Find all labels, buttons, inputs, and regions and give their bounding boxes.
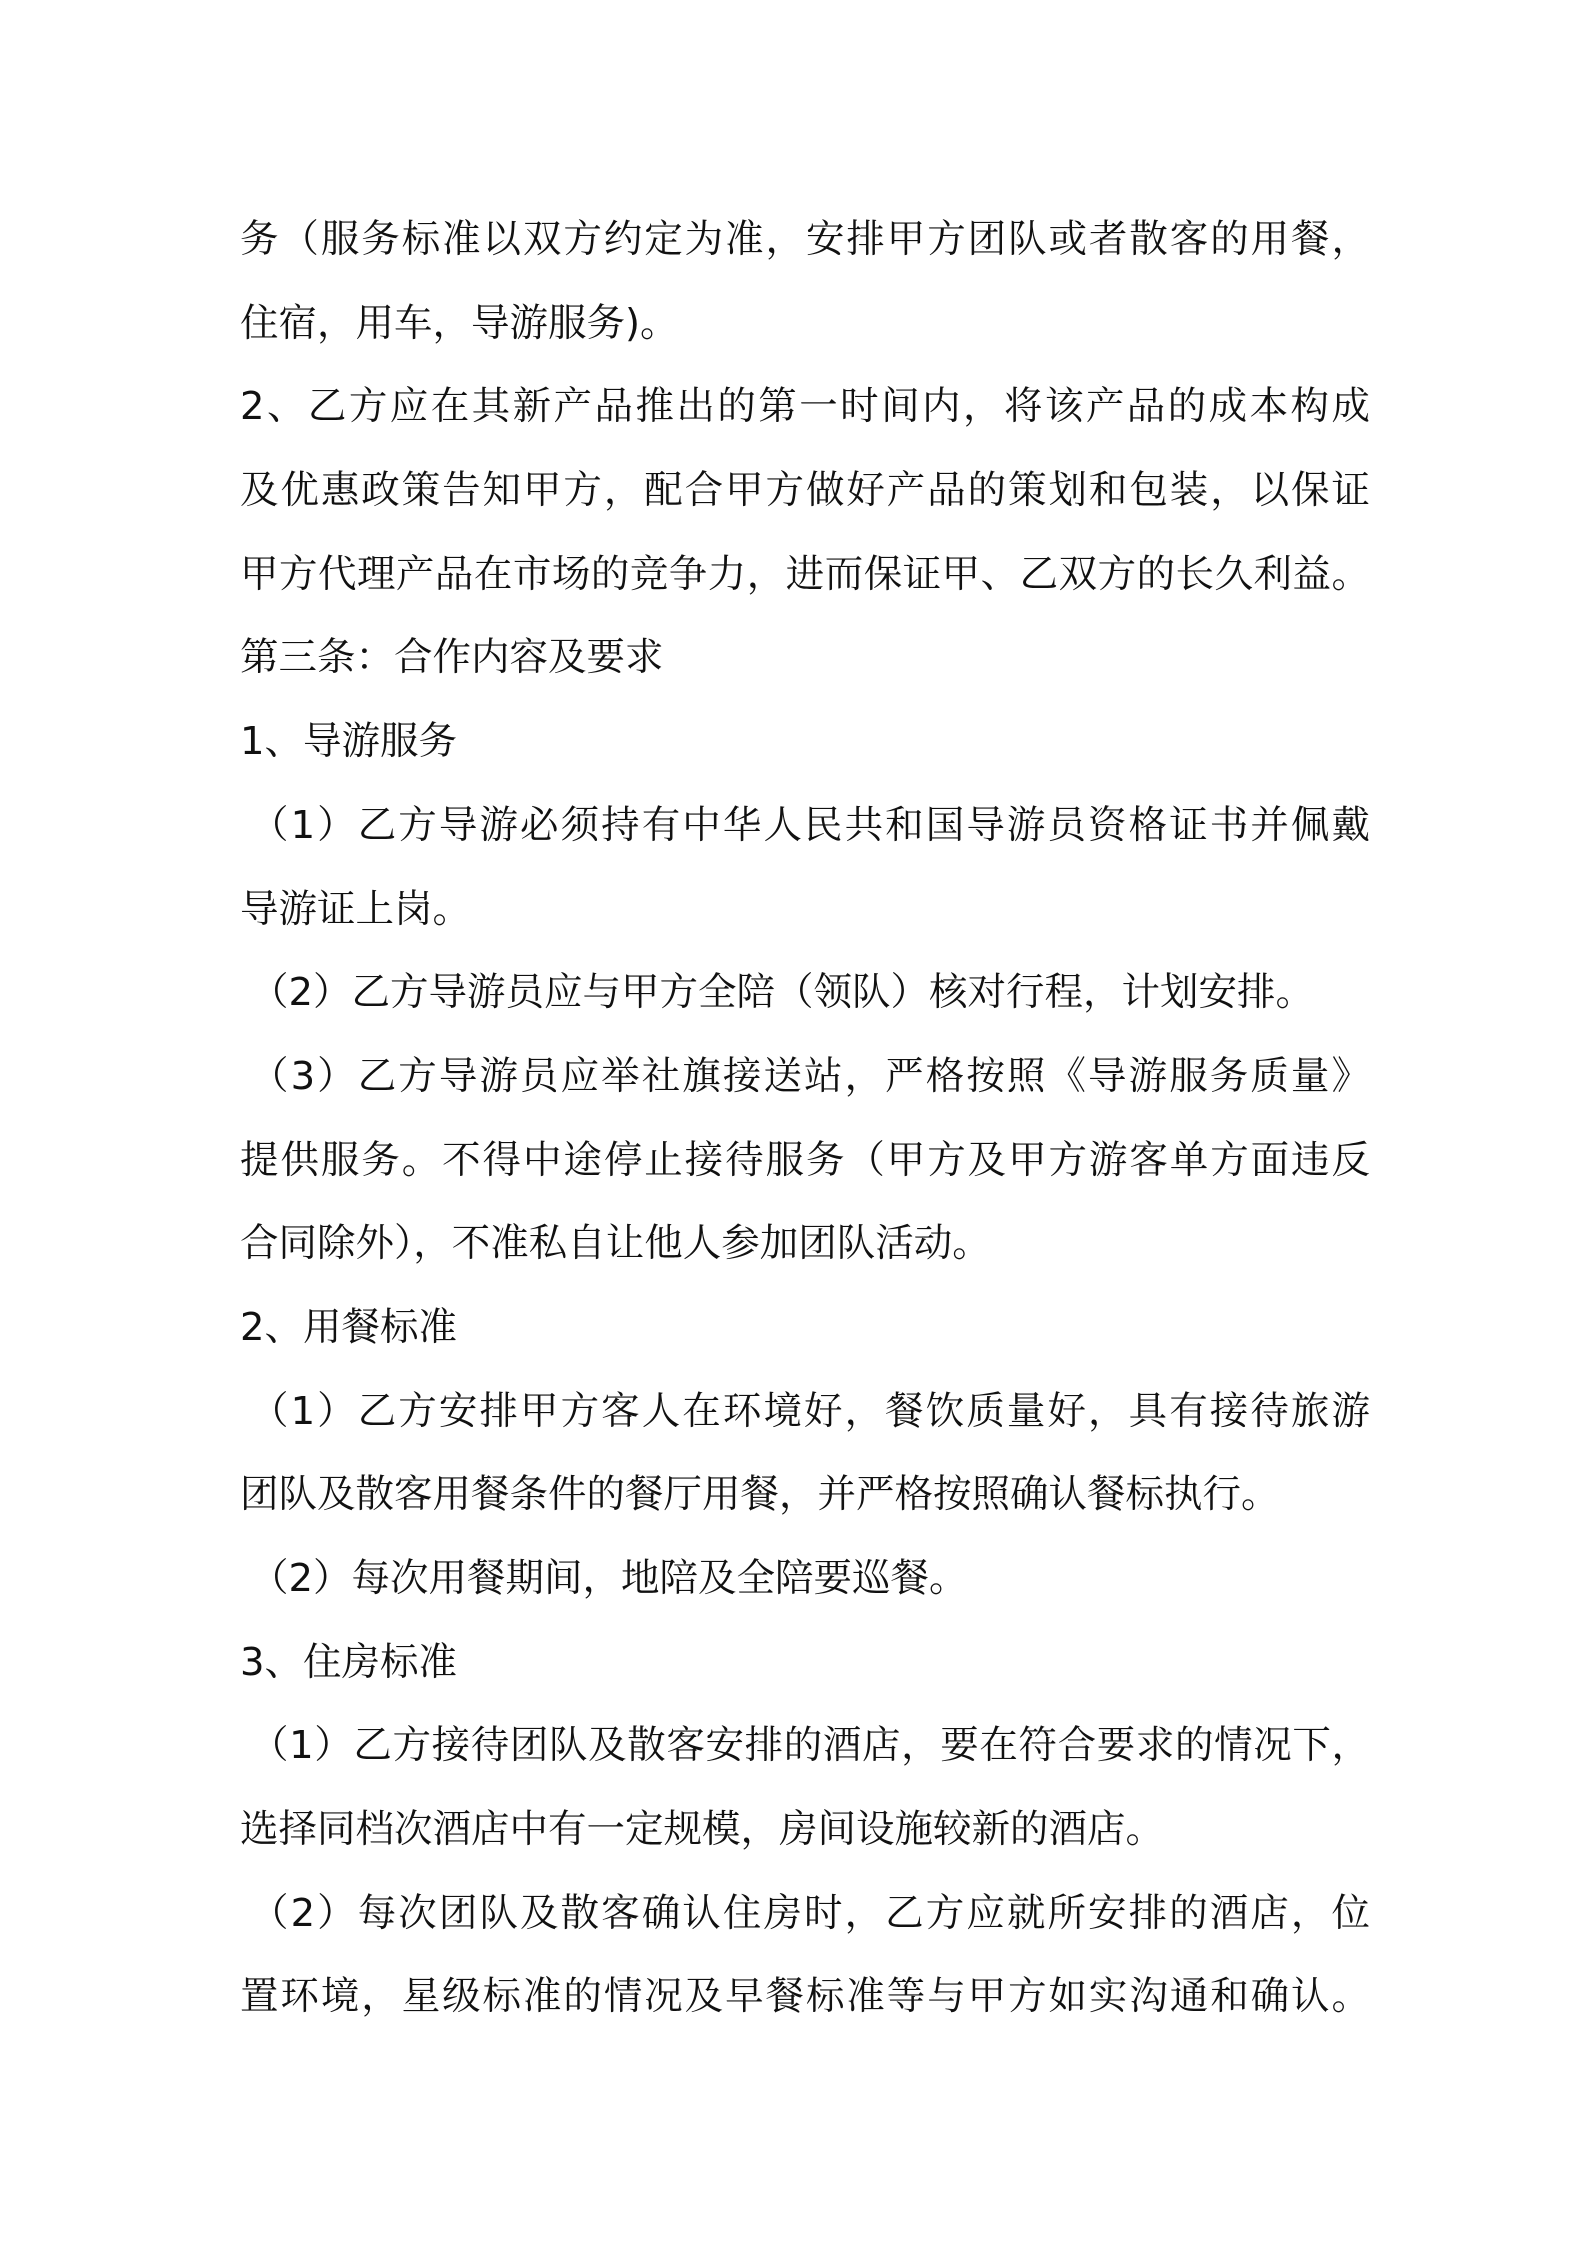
text-line-22: 置环境，星级标准的情况及早餐标准等与甲方如实沟通和确认。	[240, 1974, 1370, 2020]
subheading-guide-service: 1、导游服务	[240, 719, 457, 765]
subheading-meal-standard: 2、用餐标准	[240, 1304, 457, 1350]
section-heading-article-3: 第三条：合作内容及要求	[240, 635, 664, 681]
text-line-19: （1）乙方接待团队及散客安排的酒店，要在符合要求的情况下，	[250, 1723, 1370, 1769]
text-line-4: 及优惠政策告知甲方，配合甲方做好产品的策划和包装，以保证	[240, 468, 1370, 514]
text-line-21: （2）每次团队及散客确认住房时，乙方应就所安排的酒店，位	[250, 1890, 1370, 1936]
text-line-5: 甲方代理产品在市场的竞争力，进而保证甲、乙双方的长久利益。	[240, 551, 1370, 597]
text-line-20: 选择同档次酒店中有一定规模，房间设施较新的酒店。	[240, 1807, 1165, 1853]
text-line-3: 2、乙方应在其新产品推出的第一时间内，将该产品的成本构成	[240, 384, 1370, 430]
text-line-15: （1）乙方安排甲方客人在环境好，餐饮质量好，具有接待旅游	[250, 1388, 1370, 1434]
subheading-housing-standard: 3、住房标准	[240, 1639, 457, 1685]
text-line-13: 合同除外），不准私自让他人参加团队活动。	[240, 1221, 991, 1267]
text-line-11: （3）乙方导游员应举社旗接送站，严格按照《导游服务质量》	[250, 1053, 1370, 1099]
text-line-17: （2）每次用餐期间，地陪及全陪要巡餐。	[250, 1556, 968, 1601]
text-line-8: （1）乙方导游必须持有中华人民共和国导游员资格证书并佩戴	[250, 802, 1370, 848]
text-line-1: 务（服务标准以双方约定为准，安排甲方团队或者散客的用餐，	[240, 217, 1370, 262]
text-line-9: 导游证上岗。	[240, 886, 472, 932]
text-line-10: （2）乙方导游员应与甲方全陪（领队）核对行程，计划安排。	[250, 970, 1314, 1016]
text-line-12: 提供服务。不得中途停止接待服务（甲方及甲方游客单方面违反	[240, 1137, 1370, 1183]
text-line-16: 团队及散客用餐条件的餐厅用餐，并严格按照确认餐标执行。	[240, 1472, 1280, 1518]
document-body	[240, 198, 1370, 2039]
text-line-2: 住宿，用车，导游服务)。	[240, 300, 679, 346]
